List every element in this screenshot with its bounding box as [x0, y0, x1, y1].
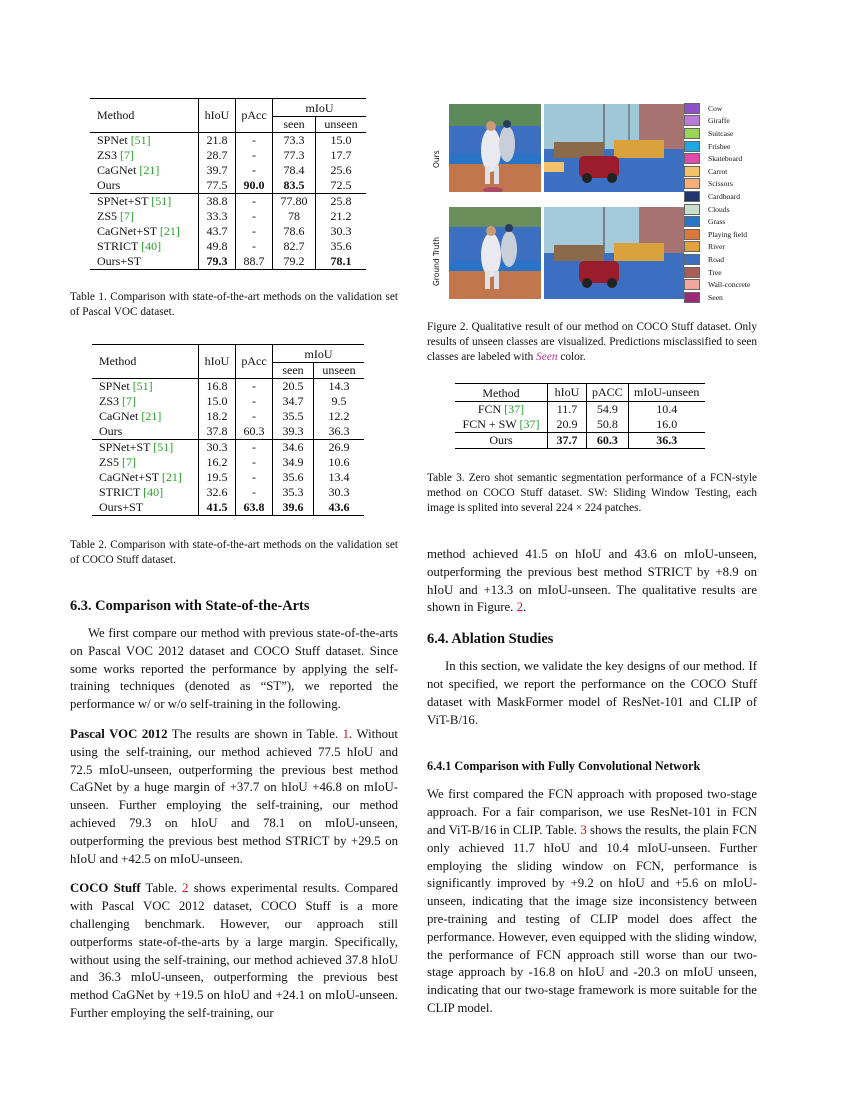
miou-cell: 10.4	[656, 402, 678, 416]
method-cell	[92, 455, 199, 470]
method-cell	[455, 402, 548, 418]
pacc-cell: 54.9	[587, 402, 629, 418]
legend-label: Tree	[708, 267, 722, 277]
t1-header-seen: seen	[273, 117, 316, 133]
hiou-cell: 43.7	[199, 224, 236, 239]
hiou-cell: 19.5	[199, 470, 236, 485]
legend-label: Giraffe	[708, 116, 730, 126]
legend-swatch	[684, 115, 700, 126]
unseen-cell: 43.6	[328, 500, 350, 514]
legend-label: Grass	[708, 217, 726, 227]
legend-swatch	[684, 241, 700, 252]
legend-item	[684, 152, 774, 165]
right-column	[427, 320, 757, 1018]
gt-baseball-image	[449, 207, 541, 299]
method-name: ZS5	[99, 455, 123, 469]
pacc-cell: 50.8	[587, 417, 629, 433]
seen-cell: 78	[273, 209, 316, 224]
legend-label: Playing field	[708, 229, 748, 239]
citation-link[interactable]: [21]	[159, 224, 180, 238]
legend-swatch	[684, 103, 700, 114]
legend-label: Road	[708, 254, 725, 264]
method-cell	[92, 394, 199, 409]
citation-link[interactable]: [40]	[143, 485, 164, 499]
hiou-cell: 49.8	[199, 239, 236, 254]
table-row	[90, 194, 366, 210]
citation-link[interactable]: [7]	[120, 209, 135, 223]
method-cell	[90, 178, 199, 194]
method-cell	[92, 424, 199, 440]
pascal-voc-text-b: . Without using the self-training, our method achieved 77.5 hIoU and 72.5 mIoU-unseen, outperforming the previous best method CaGNet by a huge margin of +37.7 on hIoU +46.8 on mIoU-unseen. Further employing the self-training, our method achieved 79.3 on hIoU and 78.1 on mIoU-unseen, outperforming the previous best method STRICT by +29.5 on hIoU and +42.5 on mIoU-unseen.	[70, 726, 398, 866]
unseen-cell: 25.8	[330, 194, 352, 208]
method-name: CaGNet	[97, 163, 140, 177]
method-cell	[92, 440, 199, 456]
pacc-cell: 63.8	[236, 500, 273, 516]
pacc-cell: -	[236, 440, 273, 456]
method-name: SPNet	[99, 379, 133, 393]
seen-cell: 73.3	[273, 133, 316, 149]
left-column	[70, 98, 398, 1023]
seen-cell: 20.5	[273, 379, 314, 395]
seen-cell: 77.80	[273, 194, 316, 210]
t2-header-pacc: pAcc	[236, 345, 273, 379]
hiou-cell: 16.2	[199, 455, 236, 470]
legend-swatch	[684, 204, 700, 215]
legend-swatch	[684, 254, 700, 265]
method-cell	[90, 254, 199, 270]
table-row	[455, 417, 705, 433]
pascal-voc-text-a: The results are shown in Table.	[167, 726, 343, 741]
method-cell	[92, 409, 199, 424]
method-name: ZS5	[97, 209, 121, 223]
pascal-voc-paragraph	[70, 726, 398, 868]
t3-header-pacc: pACC	[587, 384, 629, 402]
legend-swatch	[684, 191, 700, 202]
method-cell	[90, 239, 199, 254]
method-name: SPNet	[97, 133, 131, 147]
table-row	[92, 455, 364, 470]
hiou-cell: 15.0	[199, 394, 236, 409]
figure-2-caption-seen: Seen	[536, 351, 558, 363]
pacc-cell: -	[236, 470, 273, 485]
pacc-cell: -	[236, 163, 273, 178]
unseen-cell: 15.0	[330, 133, 352, 147]
legend-item	[684, 102, 774, 115]
section-6-3-heading: 6.3. Comparison with State-of-the-Arts	[70, 598, 310, 614]
seen-cell: 83.5	[273, 178, 316, 194]
table-row	[92, 379, 364, 395]
method-cell	[92, 379, 199, 395]
figure-2-caption-a: Figure 2. Qualitative result of our method on COCO Stuff dataset. Only results of unseen classes are visualized. Predictions misclassified to seen classes are labeled with	[427, 321, 757, 363]
seen-cell: 34.7	[273, 394, 314, 409]
legend-swatch	[684, 292, 700, 303]
unseen-cell: 36.3	[328, 424, 350, 438]
seen-cell: 35.6	[273, 470, 314, 485]
method-cell	[90, 148, 199, 163]
table-2-caption: Table 2. Comparison with state-of-the-art methods on the validation set of COCO Stuff dataset.	[70, 539, 398, 566]
pacc-cell: 90.0	[236, 178, 273, 194]
legend-item	[684, 241, 774, 254]
fcn-paragraph	[427, 786, 757, 1017]
section-6-4-1-heading: 6.4.1 Comparison with Fully Convolutional Network	[427, 759, 701, 774]
legend-swatch	[684, 229, 700, 240]
hiou-cell: 79.3	[199, 254, 236, 270]
pacc-cell: 60.3	[236, 424, 273, 440]
legend-item	[684, 115, 774, 128]
seen-cell: 78.6	[273, 224, 316, 239]
t3-header-method: Method	[455, 384, 548, 402]
hiou-cell: 21.8	[199, 133, 236, 149]
seen-cell: 77.3	[273, 148, 316, 163]
pacc-cell: -	[236, 455, 273, 470]
legend-swatch	[684, 178, 700, 189]
pacc-cell: -	[236, 133, 273, 149]
comparison-continuation	[427, 546, 757, 617]
method-name: Ours+ST	[99, 500, 144, 514]
t2-header-method: Method	[92, 345, 199, 379]
unseen-cell: 78.1	[330, 254, 352, 268]
t2-header-hiou: hIoU	[199, 345, 236, 379]
legend-item	[684, 266, 774, 279]
table-1	[90, 98, 366, 270]
coco-stuff-text-b: shows experimental results. Compared with Pascal VOC 2012 dataset, COCO Stuff is a more challenging benchmark. However, our approach still outperforms state-of-the-arts by a large margin. Specifically, without using the self-training, our method achieved 37.8 hIoU and 36.3 mIoU-unseen, outperforming the previous best method CaGNet by +19.5 on hIoU and +24.1 on mIoU-unseen. Further employing the self-training, our	[70, 881, 399, 1020]
citation-link[interactable]: [51]	[151, 194, 172, 208]
citation-link[interactable]: [7]	[122, 455, 137, 469]
t1-header-method: Method	[90, 99, 199, 133]
unseen-cell: 12.2	[328, 409, 350, 423]
method-cell	[92, 470, 199, 485]
table-3-caption: Table 3. Zero shot semantic segmentation performance of a FCN-style method on COCO Stuff dataset. SW: Sliding Window Testing, each image is splited into several 224 × 224 patches.	[427, 472, 757, 514]
table-row	[90, 163, 366, 178]
figure-2-caption-b: color.	[557, 351, 586, 363]
legend-item	[684, 165, 774, 178]
legend-item	[684, 291, 774, 304]
unseen-cell: 30.3	[328, 485, 350, 499]
table-row	[92, 394, 364, 409]
legend-swatch	[684, 153, 700, 164]
miou-cell: 36.3	[656, 433, 678, 447]
legend-swatch	[684, 141, 700, 152]
table-row	[90, 224, 366, 239]
unseen-cell: 9.5	[331, 394, 347, 408]
pacc-cell: -	[236, 379, 273, 395]
hiou-cell: 39.7	[199, 163, 236, 178]
t2-header-seen: seen	[273, 363, 314, 379]
figure-2-ref-link[interactable]: 2	[516, 600, 523, 615]
section-6-3-intro: We first compare our method with previous state-of-the-arts on Pascal VOC 2012 dataset and COCO Stuff dataset. Since some works reported the performance by applying the self-training techniques (denoted as “ST”), we reported the performance w/ or w/o self-training in the following.	[70, 626, 398, 712]
citation-link[interactable]: [21]	[139, 163, 160, 177]
table-row	[92, 470, 364, 485]
t1-header-pacc: pAcc	[236, 99, 273, 133]
continuation-text-b: .	[523, 600, 527, 615]
t1-header-hiou: hIoU	[199, 99, 236, 133]
pacc-cell: -	[236, 224, 273, 239]
coco-stuff-paragraph	[70, 880, 398, 1022]
method-name: CaGNet	[99, 409, 142, 423]
seen-cell: 82.7	[273, 239, 316, 254]
hiou-cell: 30.3	[199, 440, 236, 456]
ours-baseball-image	[449, 104, 541, 192]
unseen-cell: 17.7	[330, 148, 352, 162]
method-cell	[90, 194, 199, 210]
method-name: FCN + SW	[462, 417, 520, 431]
t2-header-miou: mIoU	[304, 347, 333, 361]
legend-label: Scissors	[708, 179, 733, 189]
method-cell	[90, 209, 199, 224]
pacc-cell: -	[236, 194, 273, 210]
hiou-cell: 20.9	[548, 417, 587, 433]
method-cell	[92, 485, 199, 500]
hiou-cell: 32.6	[199, 485, 236, 500]
method-name: ZS3	[99, 394, 123, 408]
seen-cell: 78.4	[273, 163, 316, 178]
table-row	[90, 148, 366, 163]
unseen-cell: 26.9	[328, 440, 350, 454]
citation-link[interactable]: [51]	[132, 379, 153, 393]
hiou-cell: 77.5	[199, 178, 236, 194]
citation-link[interactable]: [51]	[153, 440, 174, 454]
figure-2-caption	[427, 320, 757, 365]
citation-link[interactable]: [37]	[519, 417, 540, 431]
pacc-cell: -	[236, 209, 273, 224]
figure-2	[430, 102, 770, 302]
hiou-cell: 18.2	[199, 409, 236, 424]
hiou-cell: 11.7	[548, 402, 587, 418]
miou-cell: 16.0	[656, 417, 678, 431]
t1-header-unseen: unseen	[316, 117, 367, 133]
section-6-4-heading: 6.4. Ablation Studies	[427, 631, 554, 648]
citation-link[interactable]: [7]	[122, 394, 137, 408]
table-row	[90, 133, 366, 149]
legend-item	[684, 140, 774, 153]
method-name: STRICT	[97, 239, 142, 253]
table-row	[92, 485, 364, 500]
table-row	[455, 402, 705, 418]
hiou-cell: 33.3	[199, 209, 236, 224]
coco-stuff-text-a: Table.	[140, 881, 183, 896]
hiou-cell: 16.8	[199, 379, 236, 395]
table-row	[92, 440, 364, 456]
table-row	[92, 424, 364, 440]
pacc-cell: 60.3	[587, 433, 629, 449]
unseen-cell: 13.4	[328, 470, 350, 484]
t3-header-hiou: hIoU	[548, 384, 587, 402]
method-name: CaGNet+ST	[97, 224, 160, 238]
seen-cell: 35.5	[273, 409, 314, 424]
seen-cell: 39.3	[273, 424, 314, 440]
seen-cell: 34.9	[273, 455, 314, 470]
fcn-text-b: shows the results, the plain FCN only achieved 11.7 hIoU and 10.4 mIoU-unseen. Further employing the sliding window on FCN, performance is significantly improved by +9.2 on hIoU and +5.6 on mIoU-unseen, indicating that the image size inconsistency between pre-training and testing of CLIP model does affect the performance. However, even equipped with the sliding window, the performance of FCN approach still worse than our two-stage approach by -16.8 on hIoU and -20.3 on mIoU unseen, indicating that our two-stage framework is more suitable for the CLIP model.	[427, 822, 757, 1015]
method-name: Ours	[97, 178, 121, 192]
legend-label: Frisbee	[708, 141, 731, 151]
coco-stuff-heading: COCO Stuff	[70, 881, 141, 896]
legend-swatch	[684, 279, 700, 290]
unseen-cell: 25.6	[330, 163, 352, 177]
legend-swatch	[684, 128, 700, 139]
hiou-cell: 38.8	[199, 194, 236, 210]
gt-street-image	[544, 207, 684, 299]
citation-link[interactable]: [7]	[120, 148, 135, 162]
citation-link[interactable]: [37]	[504, 402, 525, 416]
legend-item	[684, 253, 774, 266]
legend-item	[684, 127, 774, 140]
method-name: ZS3	[97, 148, 121, 162]
unseen-cell: 21.2	[330, 209, 352, 223]
table-1-caption: Table 1. Comparison with state-of-the-art methods on the validation set of Pascal VOC dataset.	[70, 291, 398, 318]
table-1-ref-link[interactable]: 1	[342, 726, 350, 741]
method-cell	[455, 417, 548, 433]
method-name: SPNet+ST	[99, 440, 154, 454]
legend-item	[684, 203, 774, 216]
seen-cell: 79.2	[273, 254, 316, 270]
table-row	[92, 500, 364, 516]
table-2	[92, 344, 364, 516]
t1-header-miou: mIoU	[305, 101, 334, 115]
citation-link[interactable]: [21]	[141, 409, 162, 423]
figure-2-legend	[684, 102, 774, 304]
table-row	[455, 433, 705, 449]
hiou-cell: 41.5	[199, 500, 236, 516]
t3-header-miou: mIoU-unseen	[634, 385, 700, 399]
method-cell	[90, 163, 199, 178]
method-name: CaGNet+ST	[99, 470, 162, 484]
legend-label: Cardboard	[708, 191, 741, 201]
legend-item	[684, 190, 774, 203]
legend-item	[684, 228, 774, 241]
t2-header-unseen: unseen	[314, 363, 365, 379]
pacc-cell: 88.7	[236, 254, 273, 270]
legend-label: Wall-concrete	[708, 280, 751, 290]
fcn-text-a: We first compared the FCN approach with proposed two-stage approach. For a fair comparison, we use ResNet-101 in FCN and ViT-B/16 in CLIP. Table.	[427, 787, 757, 837]
seen-cell: 35.3	[273, 485, 314, 500]
table-2-ref-link[interactable]: 2	[182, 881, 189, 896]
row-label-ground-truth: Ground Truth	[432, 237, 441, 286]
table-3	[455, 383, 705, 449]
method-name: FCN	[477, 402, 505, 416]
table-row	[90, 254, 366, 270]
unseen-cell: 10.6	[328, 455, 350, 469]
hiou-cell: 28.7	[199, 148, 236, 163]
pacc-cell: -	[236, 394, 273, 409]
legend-swatch	[684, 166, 700, 177]
legend-label: Skateboard	[708, 154, 743, 164]
legend-swatch	[684, 267, 700, 278]
legend-label: Suitcase	[708, 128, 734, 138]
pacc-cell: -	[236, 148, 273, 163]
pacc-cell: -	[236, 409, 273, 424]
unseen-cell: 35.6	[330, 239, 352, 253]
pacc-cell: -	[236, 239, 273, 254]
legend-label: Cow	[708, 103, 723, 113]
section-6-4-intro: In this section, we validate the key designs of our method. If not specified, we report the performance on the COCO Stuff dataset with MaskFormer model of ResNet-101 and CLIP of ViT-B/16.	[427, 659, 757, 727]
citation-link[interactable]: [51]	[130, 133, 151, 147]
table-row	[92, 409, 364, 424]
method-cell	[92, 500, 199, 516]
continuation-text-a: method achieved 41.5 on hIoU and 43.6 on mIoU-unseen, outperforming the previous best method STRICT by +8.9 on hIoU and +13.3 on mIoU-unseen. The qualitative results are shown in Figure.	[427, 547, 757, 615]
ours-street-image	[544, 104, 684, 192]
seen-cell: 34.6	[273, 440, 314, 456]
table-3-ref-link[interactable]: 3	[580, 822, 587, 837]
method-name: SPNet+ST	[97, 194, 152, 208]
legend-swatch	[684, 216, 700, 227]
legend-label: Seen	[708, 292, 723, 302]
unseen-cell: 72.5	[330, 178, 352, 192]
legend-item	[684, 278, 774, 291]
table-row	[90, 239, 366, 254]
method-name: Ours	[99, 424, 123, 438]
hiou-cell: 37.8	[199, 424, 236, 440]
legend-label: River	[708, 242, 725, 252]
unseen-cell: 30.3	[330, 224, 352, 238]
method-cell	[90, 133, 199, 149]
legend-label: Carrot	[708, 166, 728, 176]
citation-link[interactable]: [21]	[161, 470, 182, 484]
pacc-cell: -	[236, 485, 273, 500]
method-name: Ours	[489, 433, 513, 447]
seen-cell: 39.6	[273, 500, 314, 516]
row-label-ours: Ours	[432, 150, 441, 168]
hiou-cell: 37.7	[548, 433, 587, 449]
table-row	[90, 209, 366, 224]
legend-item	[684, 178, 774, 191]
pascal-voc-heading: Pascal VOC 2012	[70, 726, 168, 741]
legend-label: Clouds	[708, 204, 730, 214]
method-cell	[455, 433, 548, 449]
unseen-cell: 14.3	[328, 379, 350, 393]
method-name: Ours+ST	[97, 254, 142, 268]
method-cell	[90, 224, 199, 239]
method-name: STRICT	[99, 485, 144, 499]
table-row	[90, 178, 366, 194]
legend-item	[684, 215, 774, 228]
citation-link[interactable]: [40]	[141, 239, 162, 253]
